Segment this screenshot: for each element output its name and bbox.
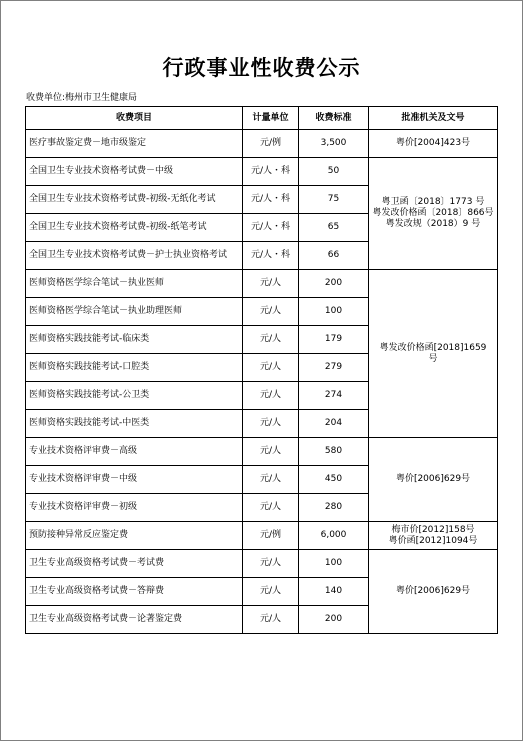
approval-document	[369, 522, 498, 550]
table-row	[26, 158, 498, 186]
fee-item-name: 全国卫生专业技术资格考试费-初级-无纸化考试	[26, 186, 243, 214]
fee-unit: 元/人・科	[243, 214, 299, 242]
table-row	[26, 438, 498, 466]
fee-unit: 元/人	[243, 326, 299, 354]
fee-standard: 50	[299, 158, 369, 186]
fee-standard: 279	[299, 354, 369, 382]
fee-standard: 580	[299, 438, 369, 466]
fee-standard: 204	[299, 410, 369, 438]
table-header-row	[26, 107, 498, 130]
fee-standard: 75	[299, 186, 369, 214]
fee-unit: 元/人	[243, 438, 299, 466]
fee-unit: 元/人	[243, 354, 299, 382]
approval-document-line: 粤卫函〔2018〕1773 号	[381, 197, 485, 207]
approval-document-line: 粤价[2004]423号	[395, 138, 471, 148]
header-approval: 批准机关及文号	[369, 107, 498, 130]
fee-standard: 200	[299, 270, 369, 298]
fee-item-name: 专业技术资格评审费－初级	[26, 494, 243, 522]
table-row	[26, 522, 498, 550]
fee-item-name: 医师资格医学综合笔试－执业助理医师	[26, 298, 243, 326]
fee-unit: 元/人	[243, 382, 299, 410]
approval-document-line: 粤价函[2012]1094号	[388, 535, 478, 546]
fee-unit: 元/人	[243, 410, 299, 438]
table-row	[26, 270, 498, 298]
approval-document	[369, 130, 498, 158]
approval-document-line: 粤发改价格函〔2018〕866号	[372, 208, 494, 218]
fee-standard: 100	[299, 298, 369, 326]
fee-standard: 65	[299, 214, 369, 242]
fee-standard: 140	[299, 578, 369, 606]
fee-unit: 元/人	[243, 606, 299, 634]
fee-standard: 200	[299, 606, 369, 634]
approval-document-line: 粤发改规（2018）9 号	[385, 219, 481, 229]
fee-unit: 元/例	[243, 130, 299, 158]
fee-standard: 280	[299, 494, 369, 522]
fee-item-name: 预防接种异常反应鉴定费	[26, 522, 243, 550]
fee-item-name: 医师资格实践技能考试-临床类	[26, 326, 243, 354]
fee-standard: 66	[299, 242, 369, 270]
fee-item-name: 卫生专业高级资格考试费－答辩费	[26, 578, 243, 606]
charging-unit-label: 收费单位:梅州市卫生健康局	[26, 93, 138, 103]
fee-unit: 元/人	[243, 298, 299, 326]
approval-document	[369, 438, 498, 522]
approval-document-line: 梅市价[2012]158号	[391, 524, 475, 535]
fee-item-name: 全国卫生专业技术资格考试费-初级-纸笔考试	[26, 214, 243, 242]
table-body	[26, 130, 498, 634]
header-unit: 计量单位	[243, 107, 299, 130]
fee-item-name: 医师资格实践技能考试-公卫类	[26, 382, 243, 410]
approval-document-line: 粤发改价格函[2018]1659	[379, 342, 487, 353]
approval-document	[369, 270, 498, 438]
fee-item-name: 专业技术资格评审费－中级	[26, 466, 243, 494]
approval-document	[369, 158, 498, 270]
fee-unit: 元/人	[243, 466, 299, 494]
fee-item-name: 医师资格医学综合笔试－执业医师	[26, 270, 243, 298]
fee-table	[25, 106, 498, 634]
fee-unit: 元/人	[243, 270, 299, 298]
page-title: 行政事业性收费公示	[162, 56, 361, 80]
fee-item-name: 全国卫生专业技术资格考试费－中级	[26, 158, 243, 186]
fee-item-name: 全国卫生专业技术资格考试费－护士执业资格考试	[26, 242, 243, 270]
fee-item-name: 医师资格实践技能考试-口腔类	[26, 354, 243, 382]
fee-standard: 179	[299, 326, 369, 354]
fee-unit: 元/人	[243, 578, 299, 606]
fee-item-name: 卫生专业高级资格考试费－论著鉴定费	[26, 606, 243, 634]
fee-unit: 元/人・科	[243, 158, 299, 186]
table-row	[26, 130, 498, 158]
fee-unit: 元/例	[243, 522, 299, 550]
header-standard: 收费标准	[299, 107, 369, 130]
fee-item-name: 卫生专业高级资格考试费－考试费	[26, 550, 243, 578]
fee-item-name: 医师资格实践技能考试-中医类	[26, 410, 243, 438]
table-row	[26, 550, 498, 578]
fee-unit: 元/人・科	[243, 186, 299, 214]
fee-item-name: 专业技术资格评审费－高级	[26, 438, 243, 466]
fee-unit: 元/人	[243, 494, 299, 522]
header-item: 收费项目	[26, 107, 243, 130]
fee-standard: 3,500	[299, 130, 369, 158]
approval-document-line: 粤价[2006]629号	[395, 586, 471, 596]
fee-standard: 274	[299, 382, 369, 410]
approval-document-line: 粤价[2006]629号	[395, 474, 471, 484]
fee-item-name: 医疗事故鉴定费－地市级鉴定	[26, 130, 243, 158]
approval-document	[369, 550, 498, 634]
fee-standard: 6,000	[299, 522, 369, 550]
fee-unit: 元/人	[243, 550, 299, 578]
fee-unit: 元/人・科	[243, 242, 299, 270]
approval-document-line: 号	[428, 353, 438, 364]
fee-standard: 450	[299, 466, 369, 494]
fee-standard: 100	[299, 550, 369, 578]
